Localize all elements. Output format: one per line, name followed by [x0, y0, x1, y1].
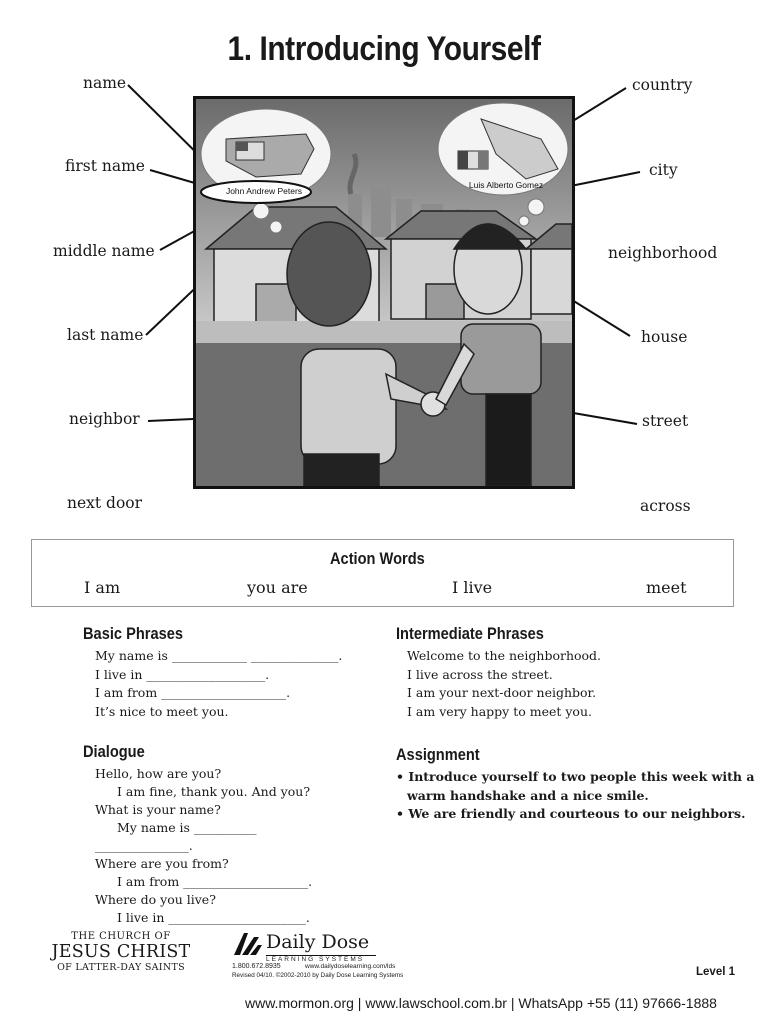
- assignment-heading: Assignment: [396, 745, 480, 764]
- basic-phrase-line: My name is ____________ ______________.: [95, 648, 343, 663]
- daily-dose-revised: Revised 04/10. ©2002-2010 by Daily Dose Learning Systems: [232, 972, 404, 979]
- vocab-neighborhood: neighborhood: [608, 244, 718, 262]
- name-tag-luis: Luis Alberto Gomez: [468, 180, 544, 190]
- basic-phrase-line: I am from ____________________.: [95, 685, 291, 700]
- dialogue-heading: Dialogue: [83, 742, 145, 761]
- basic-phrase-line: I live in ___________________.: [95, 667, 270, 682]
- church-logo: [50, 931, 192, 973]
- dialogue-line: Where do you live?: [95, 892, 216, 907]
- dialogue-line: _______________.: [95, 838, 193, 853]
- vocab-first-name: first name: [65, 157, 145, 175]
- intermediate-phrase-line: I am very happy to meet you.: [407, 704, 592, 719]
- dialogue-line: I am fine, thank you. And you?: [117, 784, 311, 799]
- daily-dose-phone: 1.800.672.8935: [232, 963, 281, 970]
- vocab-last-name: last name: [67, 326, 144, 344]
- church-logo-line2: JESUS CHRIST: [51, 942, 191, 962]
- action-word-you-are: you are: [247, 578, 308, 597]
- intermediate-phrase-line: I am your next-door neighbor.: [407, 685, 597, 700]
- illustration-neighbors-greeting: [193, 96, 575, 489]
- vocab-name: name: [83, 74, 127, 92]
- assignment-bullet-1-cont: warm handshake and a nice smile.: [407, 788, 649, 803]
- dialogue-line: What is your name?: [95, 802, 221, 817]
- dialogue-line: I live in ______________________.: [117, 910, 310, 925]
- vocab-country: country: [632, 76, 693, 94]
- daily-dose-mark-icon: [232, 931, 262, 957]
- action-word-meet: meet: [646, 578, 687, 597]
- vocab-middle-name: middle name: [53, 242, 155, 260]
- action-words-heading: Action Words: [330, 549, 425, 568]
- daily-dose-url: www.dailydoselearning.com/lds: [305, 963, 396, 970]
- basic-phrase-line: It’s nice to meet you.: [95, 704, 229, 719]
- dialogue-line: My name is __________: [117, 820, 257, 835]
- dialogue-line: Where are you from?: [95, 856, 229, 871]
- intermediate-phrases-heading: Intermediate Phrases: [396, 624, 544, 643]
- church-logo-line3: OF LATTER-DAY SAINTS: [57, 962, 185, 973]
- dialogue-line: I am from ____________________.: [117, 874, 313, 889]
- footer-links: www.mormon.org | www.lawschool.com.br | WhatsApp +55 (11) 97666-1888: [245, 995, 717, 1011]
- daily-dose-name: Daily Dose: [266, 931, 370, 953]
- name-tag-john: John Andrew Peters: [225, 186, 303, 196]
- intermediate-phrase-line: I live across the street.: [407, 667, 553, 682]
- assignment-bullet-1: • Introduce yourself to two people this week with a: [396, 769, 755, 784]
- vocab-next-door: next door: [67, 494, 143, 512]
- action-word-i-am: I am: [84, 578, 121, 597]
- vocab-across: across: [640, 497, 691, 515]
- action-word-i-live: I live: [452, 578, 493, 597]
- illustration-drawing: [196, 99, 572, 486]
- vocab-house: house: [641, 328, 688, 346]
- vocab-neighbor: neighbor: [69, 410, 140, 428]
- assignment-bullet-2: • We are friendly and courteous to our neighbors.: [396, 806, 746, 821]
- vocab-city: city: [649, 161, 678, 179]
- vocab-street: street: [642, 412, 689, 430]
- intermediate-phrase-line: Welcome to the neighborhood.: [407, 648, 602, 663]
- action-words-box: [31, 539, 734, 607]
- basic-phrases-heading: Basic Phrases: [83, 624, 183, 643]
- level-label: Level 1: [696, 966, 735, 978]
- church-logo-line1: THE CHURCH OF: [71, 931, 171, 942]
- page-title: 1. Introducing Yourself: [227, 30, 541, 68]
- daily-dose-sub: LEARNING SYSTEMS: [266, 955, 376, 963]
- dialogue-line: Hello, how are you?: [95, 766, 222, 781]
